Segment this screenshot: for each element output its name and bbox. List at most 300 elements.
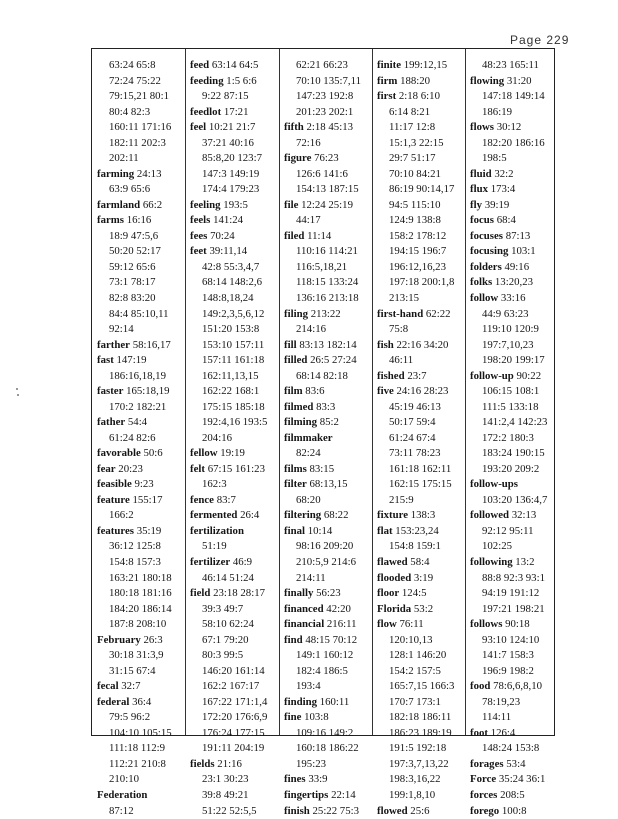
index-entry-continuation [190,772,277,788]
page-line-references: 68:14 82:18 [296,370,348,382]
index-column-2 [190,58,277,819]
index-entry [284,431,370,447]
index-entry-continuation [470,322,554,338]
page-line-references: 182:20 186:16 [482,137,545,149]
page-line-references: 36:12 125:8 [109,540,161,552]
page-line-references: 36:4 [132,696,151,708]
page-line-references: 32:7 [121,680,140,692]
page-line-references: 9:23 [135,478,154,490]
index-entry-continuation [284,105,370,121]
index-entry [377,602,463,618]
page-line-references: 83:7 [217,494,236,506]
page-line-references: 87:13 [506,230,531,242]
page-line-references: 170:2 182:21 [109,401,166,413]
index-entry-continuation [97,664,183,680]
index-entry [377,369,463,385]
page-line-references: 83:6 [305,385,324,397]
page-line-references: 61:24 82:6 [109,432,156,444]
page-line-references: 67:15 161:23 [208,463,265,475]
page-line-references: 103:20 136:4,7 [482,494,547,506]
index-entry-continuation [190,477,277,493]
index-column-1 [97,58,183,819]
index-entry [470,198,554,214]
index-entry [190,493,277,509]
column-divider [372,49,373,735]
index-term: film [284,385,303,397]
page-line-references: 66:2 [143,199,162,211]
page-line-references: 83:13 182:14 [299,339,356,351]
index-entry [97,198,183,214]
index-entry [284,353,370,369]
index-entry-continuation [470,431,554,447]
page-line-references: 25:22 75:3 [313,805,360,817]
index-term: fill [284,339,297,351]
index-entry [97,462,183,478]
page-line-references: 10:21 21:7 [209,121,256,133]
page-line-references: 62:22 [426,308,451,320]
index-entry [284,415,370,431]
index-entry-continuation [377,772,463,788]
index-entry-continuation [97,58,183,74]
index-entry [470,369,554,385]
page-line-references: 154:13 187:15 [296,183,359,195]
index-entry-continuation [190,322,277,338]
index-entry [470,275,554,291]
index-entry-continuation [97,182,183,198]
index-entry [190,229,277,245]
index-entry [284,338,370,354]
page-line-references: 147:23 192:8 [296,90,353,102]
index-term: flawed [377,556,408,568]
index-entry-continuation [284,244,370,260]
index-entry-continuation [470,353,554,369]
index-entry [190,757,277,773]
index-entry-continuation [470,384,554,400]
index-entry [97,167,183,183]
index-entry-continuation [97,89,183,105]
page-line-references: 20:23 [118,463,143,475]
page-line-references: 76:11 [400,618,424,630]
page-line-references: 194:15 196:7 [389,245,446,257]
page-line-references: 193:4 [296,680,321,692]
index-entry [470,260,554,276]
index-entry-continuation [377,260,463,276]
index-entry-continuation [377,695,463,711]
page-line-references: 19:19 [220,447,245,459]
index-entry [284,772,370,788]
index-term: first-hand [377,308,423,320]
index-term: focusing [470,245,508,257]
index-term: fermented [190,509,237,521]
index-term: follow [470,292,498,304]
index-entry-continuation [284,182,370,198]
page-line-references: 68:14 148:2,6 [202,276,262,288]
page-line-references: 210:10 [109,773,139,785]
index-entry-continuation [377,477,463,493]
index-entry-continuation [97,229,183,245]
page-line-references: 62:21 66:23 [296,59,348,71]
index-entry [470,244,554,260]
index-entry [284,695,370,711]
index-entry [190,198,277,214]
page-line-references: 32:2 [494,168,513,180]
index-entry-continuation [190,89,277,105]
index-entry [97,679,183,695]
index-entry [377,524,463,540]
index-entry [97,788,183,804]
page-line-references: 141:24 [213,214,243,226]
page-line-references: 80:4 82:3 [109,106,150,118]
index-term: favorable [97,447,141,459]
index-entry-continuation [377,633,463,649]
index-entry-continuation [377,400,463,416]
index-term: flooded [377,572,411,584]
page-line-references: 32:13 [512,509,537,521]
page-number: Page 229 [510,33,569,47]
page-line-references: 37:21 40:16 [202,137,254,149]
index-term: financed [284,603,324,615]
index-term: filled [284,354,307,366]
page-line-references: 110:16 114:21 [296,245,358,257]
page-line-references: 198:3,16,22 [389,773,441,785]
index-term: feels [190,214,210,226]
page-line-references: 17:21 [224,106,249,118]
index-entry-continuation [284,648,370,664]
page-line-references: 46:9 [233,556,252,568]
index-entry-continuation [97,275,183,291]
index-entry [377,617,463,633]
page-line-references: 23:1 30:23 [202,773,249,785]
index-entry-continuation [190,804,277,819]
index-entry-continuation [470,58,554,74]
index-entry [470,726,554,742]
page-line-references: 63:24 65:8 [109,59,156,71]
page-line-references: 63:14 64:5 [212,59,259,71]
page-line-references: 85:8,20 123:7 [202,152,262,164]
index-entry-continuation [284,167,370,183]
index-entry-continuation [97,804,183,819]
page-line-references: 39:8 49:21 [202,789,249,801]
index-term: fields [190,758,215,770]
index-entry-continuation [284,757,370,773]
page-line-references: 148:8,18,24 [202,292,254,304]
page-line-references: 79:5 96:2 [109,711,150,723]
page-line-references: 90:22 [517,370,542,382]
index-entry [470,213,554,229]
page-line-references: 70:10 135:7,11 [296,75,361,87]
index-entry-continuation [377,136,463,152]
index-term: financial [284,618,324,630]
index-entry-continuation [470,415,554,431]
index-entry-continuation [190,275,277,291]
page-line-references: 46:14 51:24 [202,572,254,584]
page-line-references: 112:21 210:8 [109,758,166,770]
index-entry-continuation [97,648,183,664]
page-line-references: 72:16 [296,137,321,149]
index-entry-continuation [97,508,183,524]
index-term: fines [284,773,306,785]
index-entry-continuation [97,571,183,587]
page-line-references: 73:11 78:23 [389,447,441,459]
page-line-references: 51:22 52:5,5 [202,805,257,817]
index-term: focuses [470,230,503,242]
index-entry-continuation [377,446,463,462]
page-line-references: 180:18 181:16 [109,587,172,599]
scan-speck [17,394,19,396]
index-entry-continuation [284,74,370,90]
index-term: figure [284,152,311,164]
index-entry [97,477,183,493]
index-term: filtering [284,509,321,521]
index-entry [377,804,463,819]
index-entry-continuation [377,648,463,664]
index-entry-continuation [284,58,370,74]
index-entry [284,462,370,478]
page-line-references: 61:24 67:4 [389,432,436,444]
page-line-references: 198:5 [482,152,507,164]
index-term: fecal [97,680,119,692]
index-entry-continuation [470,446,554,462]
index-entry-continuation [190,167,277,183]
page-line-references: 153:23,24 [395,525,439,537]
index-entry-continuation [97,369,183,385]
page-line-references: 175:15 185:18 [202,401,265,413]
index-entry-continuation [284,213,370,229]
index-entry-continuation [284,136,370,152]
index-entry-continuation [190,338,277,354]
page-line-references: 87:12 [109,805,134,817]
index-entry [97,493,183,509]
index-term: flowing [470,75,504,87]
index-entry-continuation [377,741,463,757]
index-term: five [377,385,394,397]
index-entry-continuation [190,307,277,323]
page-line-references: 1:5 6:6 [226,75,256,87]
index-entry [284,788,370,804]
page-line-references: 182:11 202:3 [109,137,166,149]
index-entry [470,229,554,245]
page-line-references: 161:18 162:11 [389,463,451,475]
page-line-references: 103:1 [511,245,536,257]
page-line-references: 187:8 208:10 [109,618,166,630]
page-line-references: 68:20 [296,494,321,506]
page-line-references: 98:16 209:20 [296,540,353,552]
index-entry-continuation [97,151,183,167]
page-line-references: 102:25 [482,540,512,552]
index-entry-continuation [97,772,183,788]
index-term: fixture [377,509,408,521]
index-term: February [97,634,141,646]
index-term: fifth [284,121,304,133]
index-term: fingertips [284,789,328,801]
index-entry-continuation [377,182,463,198]
index-entry-continuation [470,462,554,478]
page-line-references: 208:5 [500,789,525,801]
page-line-references: 188:20 [400,75,430,87]
page-line-references: 33:16 [501,292,526,304]
page-line-references: 2:18 45:13 [307,121,354,133]
index-entry-continuation [377,757,463,773]
index-entry [97,524,183,540]
page-line-references: 124:5 [402,587,427,599]
index-term: films [284,463,307,475]
index-entry-continuation [377,415,463,431]
page-line-references: 44:17 [296,214,321,226]
scan-speck [16,388,18,390]
index-entry [470,508,554,524]
page-line-references: 198:20 199:17 [482,354,545,366]
page-line-references: 138:3 [411,509,436,521]
page-line-references: 196:12,16,23 [389,261,446,273]
index-entry [190,74,277,90]
page-line-references: 13:2 [515,556,534,568]
page-line-references: 118:15 133:24 [296,276,358,288]
page-line-references: 85:2 [320,416,339,428]
index-term: firm [377,75,397,87]
page-line-references: 13:20,23 [495,276,533,288]
index-entry [377,74,463,90]
index-term: finish [284,805,310,817]
index-term: feel [190,121,206,133]
page-line-references: 111:5 133:18 [482,401,538,413]
index-entry-continuation [284,493,370,509]
page-line-references: 165:7,15 166:3 [389,680,454,692]
index-entry-continuation [190,664,277,680]
index-entry-continuation [377,679,463,695]
index-term: flux [470,183,488,195]
page-line-references: 58:16,17 [133,339,171,351]
page-line-references: 184:20 186:14 [109,603,172,615]
page-line-references: 162:11,13,15 [202,370,259,382]
index-entry-continuation [190,648,277,664]
index-entry [190,446,277,462]
page-line-references: 22:14 [331,789,356,801]
index-entry [284,229,370,245]
index-entry [284,307,370,323]
page-line-references: 146:20 161:14 [202,665,265,677]
index-term: fly [470,199,482,211]
index-entry [284,477,370,493]
index-term: fellow [190,447,218,459]
index-term: filing [284,308,308,320]
page-line-references: 48:23 165:11 [482,59,539,71]
index-term: finally [284,587,313,599]
index-entry-continuation [190,679,277,695]
page-line-references: 82:24 [296,447,321,459]
index-entry-continuation [470,89,554,105]
page-line-references: 83:3 [316,401,335,413]
index-entry [377,338,463,354]
page-line-references: 162:3 [202,478,227,490]
page-line-references: 100:8 [502,805,527,817]
index-entry [470,291,554,307]
index-entry [284,384,370,400]
index-entry [284,617,370,633]
index-entry-continuation [190,291,277,307]
index-entry-continuation [97,710,183,726]
index-term: follows [470,618,502,630]
index-entry-continuation [190,695,277,711]
index-term: fluid [470,168,492,180]
index-entry [284,524,370,540]
index-term: filming [284,416,317,428]
page-line-references: 6:14 8:21 [389,106,430,118]
index-entry [190,555,277,571]
index-entry-continuation [97,260,183,276]
index-entry-continuation [284,679,370,695]
page-line-references: 193:5 [223,199,248,211]
index-entry-continuation [470,338,554,354]
page-line-references: 92:12 95:11 [482,525,534,537]
page-line-references: 2:18 6:10 [399,90,440,102]
page-line-references: 68:4 [497,214,516,226]
page-line-references: 56:23 [316,587,341,599]
index-entry-continuation [190,431,277,447]
page-line-references: 90:18 [505,618,530,630]
index-entry [470,182,554,198]
index-entry [284,198,370,214]
index-entry [97,633,183,649]
index-entry [470,617,554,633]
index-term: farmland [97,199,140,211]
index-entry-continuation [470,105,554,121]
column-divider [185,49,186,735]
index-entry [470,679,554,695]
page-line-references: 11:14 [307,230,331,242]
page-line-references: 162:2 167:17 [202,680,259,692]
index-entry [97,446,183,462]
index-entry-continuation [284,291,370,307]
page-line-references: 148:24 153:8 [482,742,539,754]
page-line-references: 72:24 75:22 [109,75,161,87]
page-line-references: 141:2,4 142:23 [482,416,547,428]
page-line-references: 149:2,3,5,6,12 [202,308,264,320]
index-entry-continuation [377,353,463,369]
index-entry-continuation [470,307,554,323]
page-line-references: 106:15 108:1 [482,385,539,397]
page-line-references: 154:8 157:3 [109,556,161,568]
index-entry-continuation [190,384,277,400]
index-term: folks [470,276,492,288]
index-entry-continuation [190,633,277,649]
index-term: fish [377,339,394,351]
page-line-references: 104:10 105:15 [109,727,172,739]
index-term: forages [470,758,504,770]
index-entry-continuation [284,741,370,757]
index-entry [470,167,554,183]
page-line-references: 16:16 [127,214,152,226]
page-line-references: 76:23 [314,152,339,164]
page-line-references: 24:16 28:23 [397,385,449,397]
index-term: focus [470,214,494,226]
index-entry-continuation [377,229,463,245]
index-entry-continuation [190,369,277,385]
index-entry [470,757,554,773]
index-entry-continuation [470,400,554,416]
index-term: flow [377,618,397,630]
page-line-references: 63:9 65:6 [109,183,150,195]
page-line-references: 128:1 146:20 [389,649,446,661]
index-term: follow-up [470,370,514,382]
column-divider [279,49,280,735]
page-line-references: 216:11 [327,618,357,630]
index-entry-continuation [377,710,463,726]
page-line-references: 42:20 [326,603,351,615]
index-term: field [190,587,210,599]
index-entry-continuation [284,726,370,742]
page-line-references: 58:10 62:24 [202,618,254,630]
index-entry-continuation [377,244,463,260]
